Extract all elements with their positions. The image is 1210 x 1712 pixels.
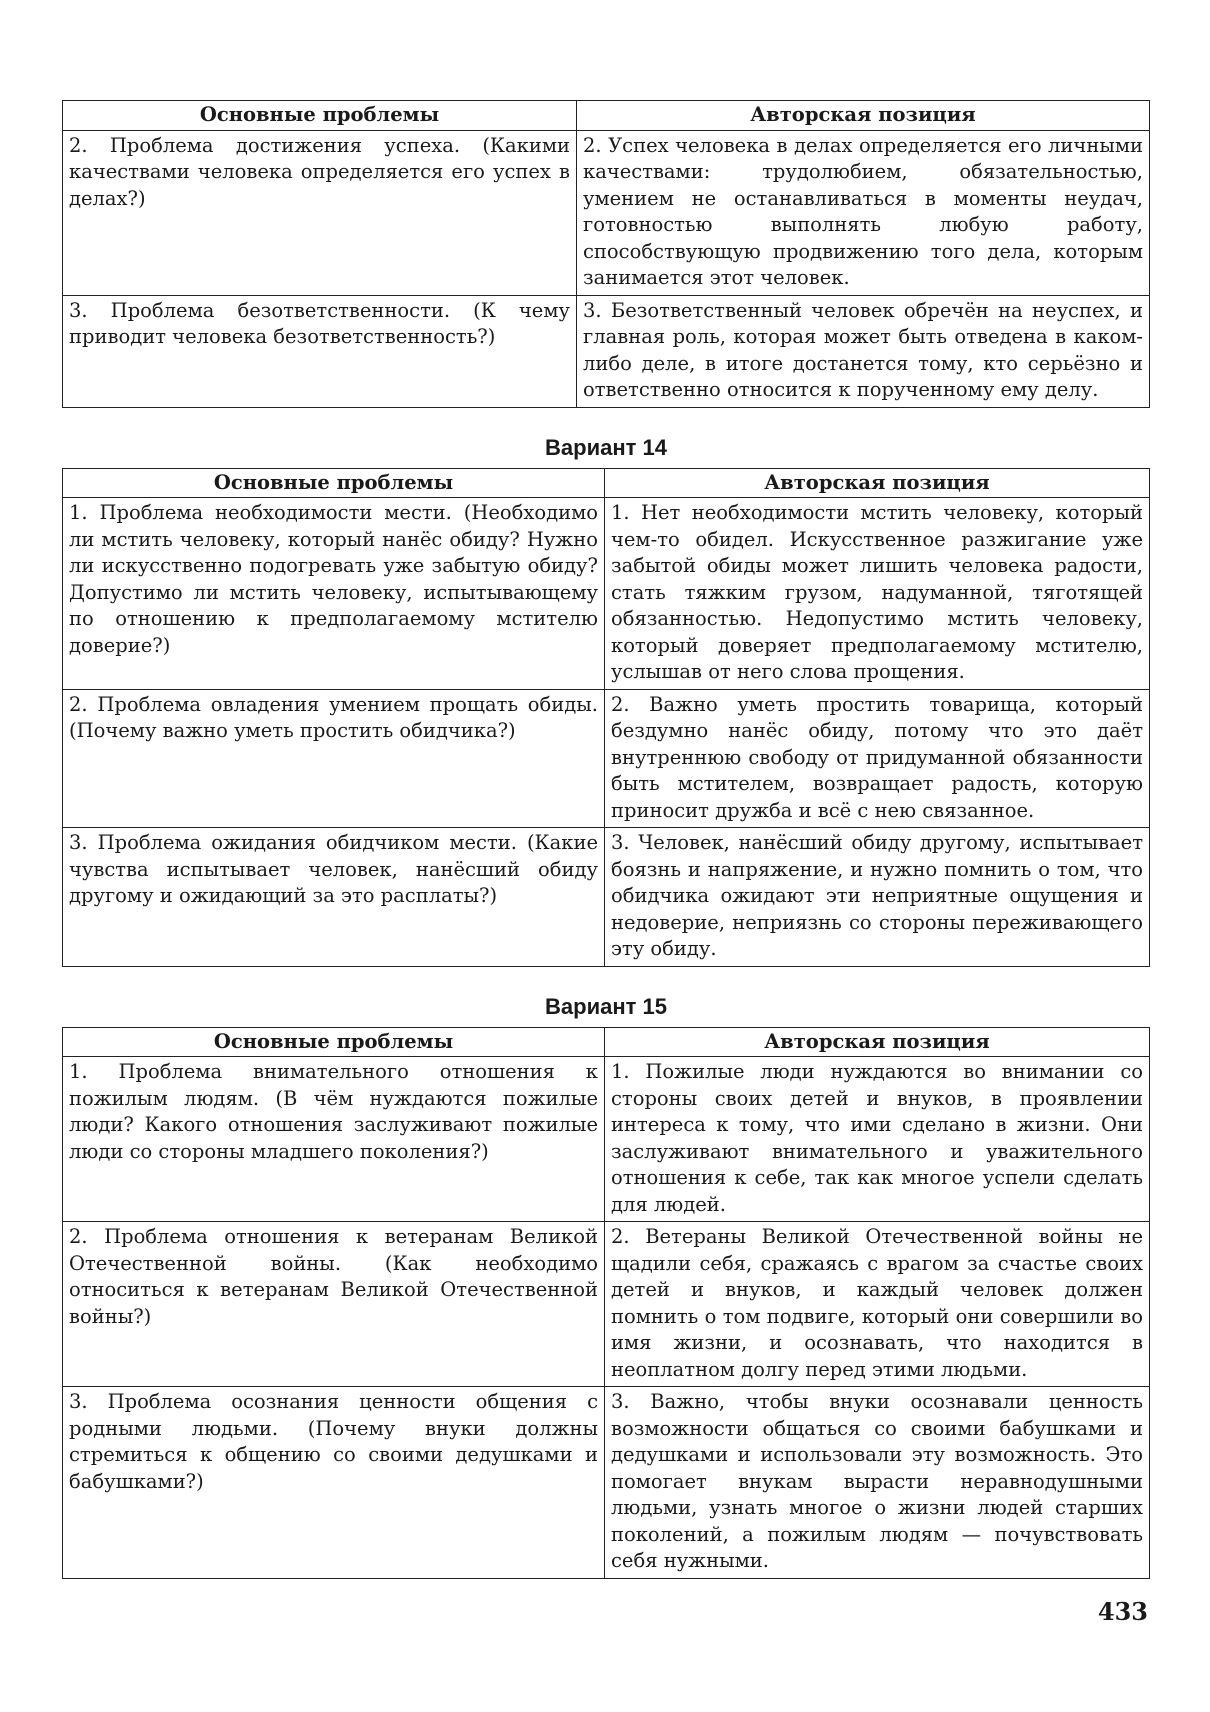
table-row — [63, 689, 1150, 828]
position-cell: 2. Ветераны Великой Отечественной войны не щадили себя, сражаясь с врагом за счастье своих детей и внуков, и каждый человек должен помнить о том подвиге, который они совершили во имя жизни, и осознавать, что находится в неоплатном долгу перед этими людьми. — [605, 1222, 1150, 1387]
position-cell: 1. Нет необходимости мстить человеку, который чем-то обидел. Искусственное разжигание уже забытой обиды может лишить человека радости, стать тяжким грузом, надуманной, тяготящей обязанностью. Недопустимо мстить человеку, который доверяет предполагаемому мстителю, услышав от него слова прощения. — [605, 498, 1150, 690]
page-content — [62, 100, 1150, 1579]
table-row — [63, 295, 1150, 407]
table-variant-15 — [62, 1027, 1150, 1579]
header-author-position: Авторская позиция — [605, 1027, 1150, 1057]
position-cell: 3. Безответственный человек обречён на неуспех, и главная роль, которая может быть отведена в каком-либо деле, в итоге достанется тому, кто серьёзно и ответственно относится к порученному ему делу. — [577, 295, 1150, 407]
problem-cell: 2. Проблема отношения к ветеранам Великой Отечественной войны. (Как необходимо относиться к ветеранам Великой Отечественной войны?) — [63, 1222, 605, 1387]
problem-cell: 1. Проблема необходимости мести. (Необходимо ли мстить человеку, который нанёс обиду? Нужно ли искусственно подогревать уже забытую обиду? Допустимо ли мстить человеку, испытывающему по отношению к предполагаемому мстителю доверие?) — [63, 498, 605, 690]
variant-14-title: Вариант 14 — [545, 434, 667, 460]
position-cell: 3. Важно, чтобы внуки осознавали ценность возможности общаться со своими бабушками и дедушками и использовали эту возможность. Это помогает внукам вырасти неравнодушными людьми, узнать многое о жизни людей старших поколений, а пожилым людям — почувствовать себя нужными. — [605, 1387, 1150, 1579]
table-header-row — [63, 468, 1150, 498]
position-cell: 1. Пожилые люди нуждаются во внимании со стороны своих детей и внуков, в проявлении интереса к тому, что ими сделано в жизни. Они заслуживают внимательного и уважительного отношения к себе, так как многое успели сделать для людей. — [605, 1057, 1150, 1222]
problem-cell: 2. Проблема достижения успеха. (Какими качествами человека определяется его успех в делах?) — [63, 130, 577, 295]
position-cell: 2. Успех человека в делах определяется его личными качествами: трудолюбием, обязательностью, умением не останавливаться в моменты неудач, готовностью выполнять любую работу, способствующую продвижению того дела, которым занимается этот человек. — [577, 130, 1150, 295]
header-main-problems: Основные проблемы — [63, 101, 577, 131]
problem-cell: 1. Проблема внимательного отношения к пожилым людям. (В чём нуждаются пожилые люди? Какого отношения заслуживают пожилые люди со стороны младшего поколения?) — [63, 1057, 605, 1222]
problem-cell: 2. Проблема овладения умением прощать обиды. (Почему важно уметь простить обидчика?) — [63, 689, 605, 828]
position-cell: 3. Человек, нанёсший обиду другому, испытывает боязнь и напряжение, и нужно помнить о том, что обидчика ожидают эти неприятные ощущения и недоверие, неприязнь со стороны переживающего эту обиду. — [605, 828, 1150, 967]
header-author-position: Авторская позиция — [605, 468, 1150, 498]
header-main-problems: Основные проблемы — [63, 468, 605, 498]
position-cell: 2. Важно уметь простить товарища, который бездумно нанёс обиду, потому что это даёт внутреннюю свободу от придуманной обязанности быть мстителем, возвращает радость, которую приносит дружба и всё с нею связанное. — [605, 689, 1150, 828]
header-author-position: Авторская позиция — [577, 101, 1150, 131]
table-row — [63, 828, 1150, 967]
header-main-problems: Основные проблемы — [63, 1027, 605, 1057]
table-row — [63, 130, 1150, 295]
page-number: 433 — [1097, 1597, 1148, 1626]
variant-15-title: Вариант 15 — [545, 993, 667, 1019]
table-header-row — [63, 1027, 1150, 1057]
table-header-row — [63, 101, 1150, 131]
table-row — [63, 498, 1150, 690]
table-variant-13-continued — [62, 100, 1150, 408]
table-row — [63, 1387, 1150, 1579]
table-row — [63, 1057, 1150, 1222]
table-variant-14 — [62, 468, 1150, 967]
table-row — [63, 1222, 1150, 1387]
problem-cell: 3. Проблема осознания ценности общения с родными людьми. (Почему внуки должны стремиться к общению со своими дедушками и бабушками?) — [63, 1387, 605, 1579]
problem-cell: 3. Проблема ожидания обидчиком мести. (Какие чувства испытывает человек, нанёсший обиду другому и ожидающий за это расплаты?) — [63, 828, 605, 967]
problem-cell: 3. Проблема безответственности. (К чему приводит человека безответственность?) — [63, 295, 577, 407]
